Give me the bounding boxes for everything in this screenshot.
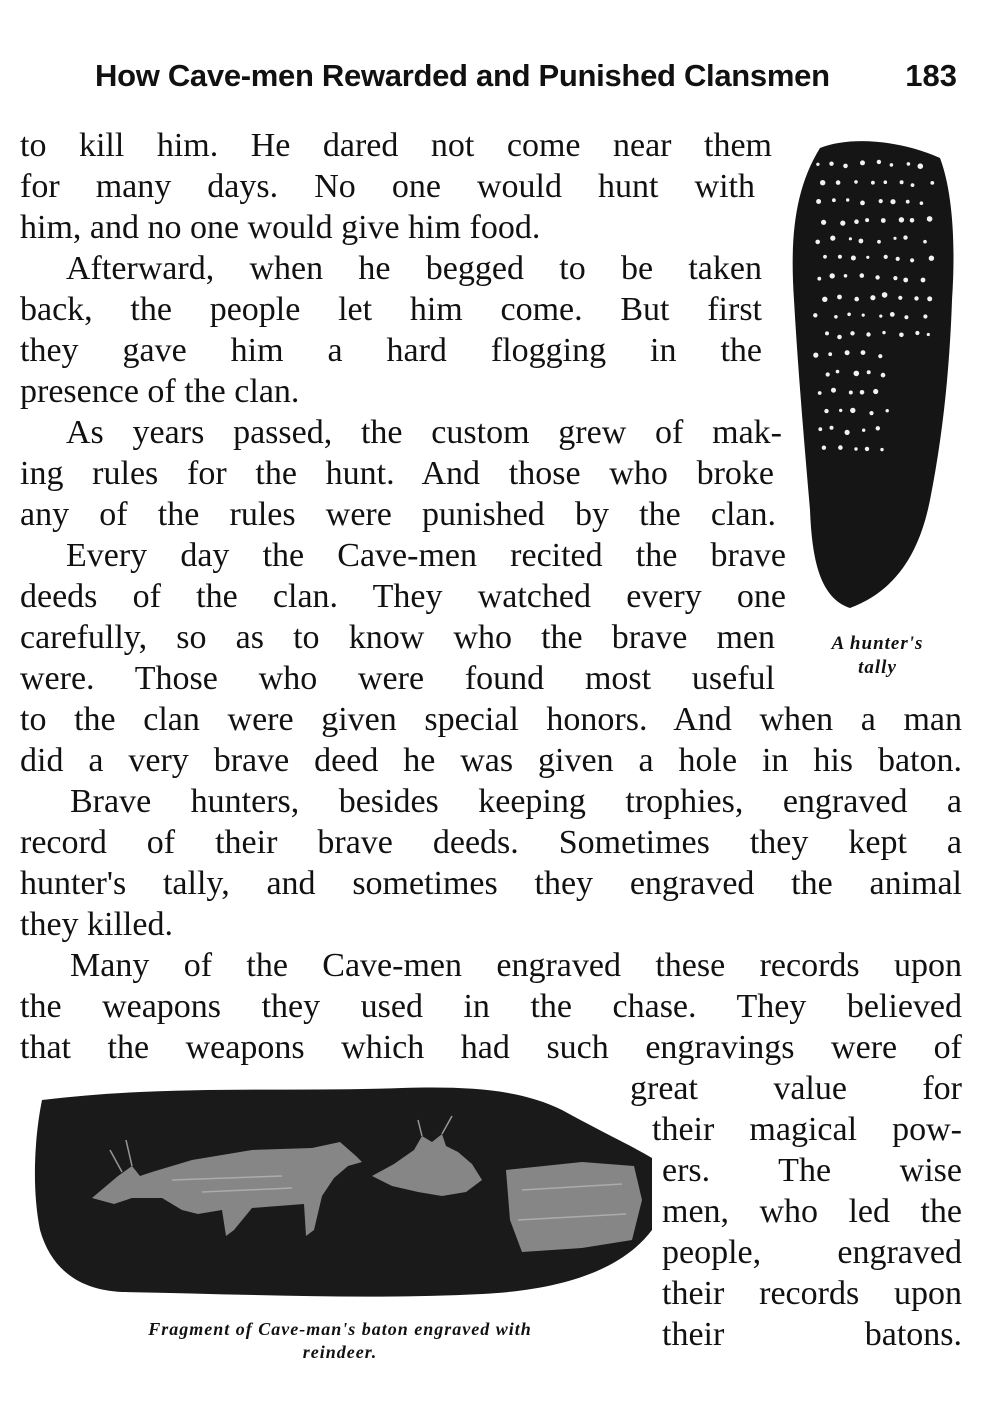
page-header bbox=[95, 58, 965, 104]
baton-caption-line: Fragment of Cave-man's baton engraved with bbox=[148, 1319, 532, 1339]
text-line: him, and no one would give him food. bbox=[20, 209, 541, 246]
text-line: their records upon bbox=[662, 1275, 962, 1312]
text-line: to the clan were given special honors. And when a man bbox=[20, 701, 962, 738]
text-line: hunter's tally, and sometimes they engraved the animal bbox=[20, 865, 962, 902]
text-line: great value for bbox=[630, 1070, 962, 1107]
running-title: How Cave-men Rewarded and Punished Clansmen bbox=[95, 58, 830, 93]
text-line: that the weapons which had such engravings were of bbox=[20, 1029, 962, 1066]
baton-figure bbox=[22, 1080, 662, 1310]
text-line: for many days. No one would hunt with bbox=[20, 168, 755, 205]
text-line: their magical pow- bbox=[652, 1111, 962, 1148]
text-line: ers. The wise bbox=[662, 1152, 962, 1189]
text-line: Brave hunters, besides keeping trophies, engraved a bbox=[70, 783, 962, 820]
tally-figure bbox=[780, 130, 960, 620]
text-line: back, the people let him come. But first bbox=[20, 291, 762, 328]
text-line: record of their brave deeds. Sometimes they kept a bbox=[20, 824, 962, 861]
text-line: Every day the Cave-men recited the brave bbox=[66, 537, 786, 574]
tally-caption-line: A hunter's bbox=[831, 633, 924, 654]
text-line: people, engraved bbox=[662, 1234, 962, 1271]
text-line: deeds of the clan. They watched every one bbox=[20, 578, 786, 615]
baton-caption bbox=[40, 1318, 640, 1364]
text-line: As years passed, the custom grew of mak- bbox=[66, 414, 782, 451]
text-line: to kill him. He dared not come near them bbox=[20, 127, 772, 164]
reindeer-baton-icon bbox=[22, 1080, 662, 1310]
text-line: they killed. bbox=[20, 906, 173, 943]
text-line: they gave him a hard flogging in the bbox=[20, 332, 762, 369]
baton-caption-line: reindeer. bbox=[302, 1342, 378, 1362]
text-line: their batons. bbox=[662, 1316, 962, 1353]
text-line: Afterward, when he begged to be taken bbox=[66, 250, 762, 287]
page-number: 183 bbox=[905, 58, 957, 93]
text-line: carefully, so as to know who the brave men bbox=[20, 619, 775, 656]
text-line: did a very brave deed he was given a hole in his baton. bbox=[20, 742, 962, 779]
tally-caption bbox=[800, 632, 955, 680]
text-line: Many of the Cave-men engraved these records upon bbox=[70, 947, 962, 984]
tally-stone-icon bbox=[780, 130, 960, 620]
text-line: the weapons they used in the chase. They believed bbox=[20, 988, 962, 1025]
text-line: presence of the clan. bbox=[20, 373, 300, 410]
text-line: ing rules for the hunt. And those who broke bbox=[20, 455, 774, 492]
text-line: were. Those who were found most useful bbox=[20, 660, 775, 697]
text-line: men, who led the bbox=[662, 1193, 962, 1230]
tally-caption-line: tally bbox=[858, 657, 897, 678]
text-line: any of the rules were punished by the clan. bbox=[20, 496, 776, 533]
